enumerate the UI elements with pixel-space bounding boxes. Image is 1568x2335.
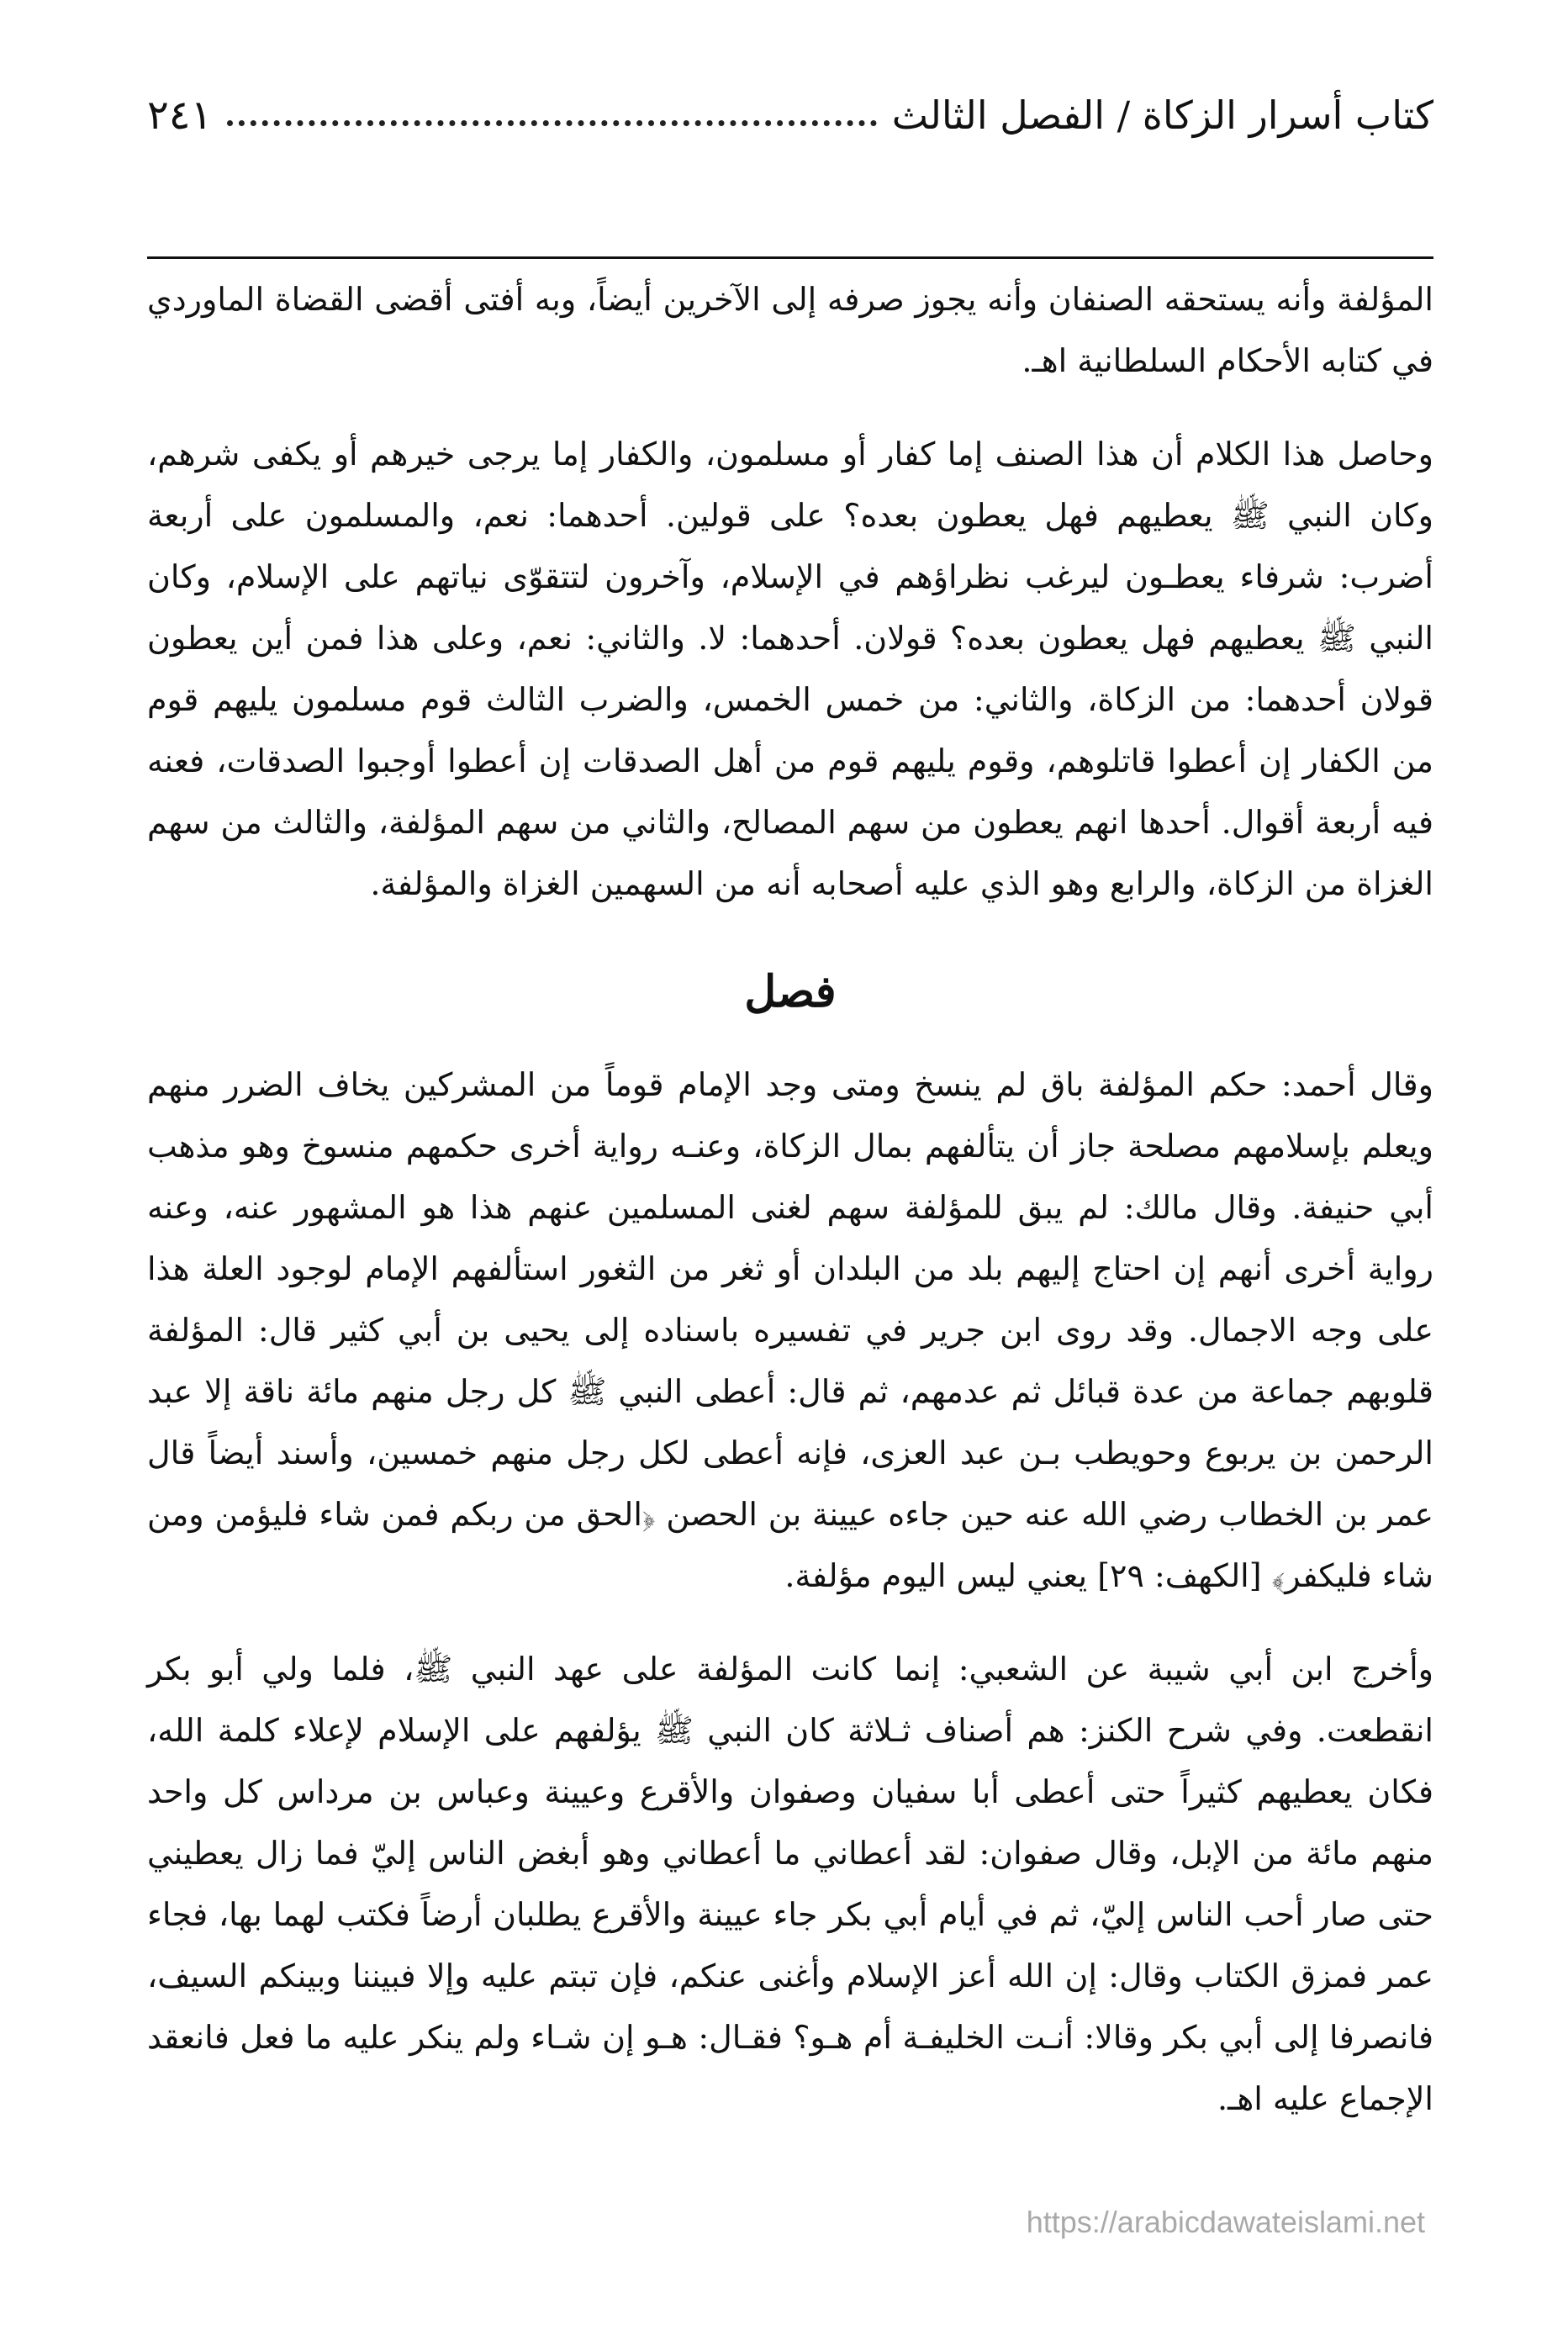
header-dot-leader [227, 120, 876, 126]
page-number: ٢٤١ [147, 92, 213, 139]
section-heading: فصل [744, 966, 837, 1017]
paragraph: المؤلفة وأنه يستحقه الصنفان وأنه يجوز صرفه إلى الآخرين أيضاً، وبه أفتى أقضى القضاة الماوردي في كتابه الأحكام السلطانية اهـ. [147, 281, 1433, 379]
paragraph: وقال أحمد: حكم المؤلفة باق لم ينسخ ومتى وجد الإمام قوماً من المشركين يخاف الضرر منهم ويعلم بإسلامهم مصلحة جاز أن يتألفهم بمال الزكاة، وعنـه رواية أخرى حكمهم منسوخ وهو مذهب أبي حنيفة. وقال مالك: لم يبق للمؤلفة سهم لغنى المسلمين عنهم هذا هو المشهور عنه، وعنه رواية أخرى أنهم إن احتاج إليهم بلد من البلدان أو ثغر من الثغور استألفهم الإمام لوجود العلة هذا على وجه الاجمال. وقد روى ابن جرير في تفسيره باسناده إلى يحيى بن أبي كثير قال: المؤلفة قلوبهم جماعة من عدة قبائل ثم عدمهم، ثم قال: أعطى النبي ﷺ كل رجل منهم مائة ناقة إلا عبد الرحمن بن يربوع وحويطب بـن عبد العزى، فإنه أعطى لكل رجل منهم خمسين، وأسند أيضاً قال عمر بن الخطاب رضي الله عنه حين جاءه عيينة بن الحصن ﴿الحق من ربكم فمن شاء فليؤمن ومن شاء فليكفر﴾ [الكهف: ٢٩] يعني ليس اليوم مؤلفة. [147, 1066, 1433, 1594]
page-body [147, 269, 1433, 2130]
paragraph: وحاصل هذا الكلام أن هذا الصنف إما كفار أو مسلمون، والكفار إما يرجى خيرهم أو يكفى شرهم، وكان النبي ﷺ يعطيهم فهل يعطون بعده؟ على قولين. أحدهما: نعم، والمسلمون على أربعة أضرب: شرفاء يعطـون ليرغب نظراؤهم في الإسلام، وآخرون لتتقوّى نياتهم على الإسلام، وكان النبي ﷺ يعطيهم فهل يعطون بعده؟ قولان. أحدهما: لا. والثاني: نعم، وعلى هذا فمن أين يعطون قولان أحدهما: من الزكاة، والثاني: من خمس الخمس، والضرب الثالث قوم مسلمون يليهم قوم من الكفار إن أعطوا قاتلوهم، وقوم يليهم قوم من أهل الصدقات إن أعطوا أوجبوا الصدقات، فعنه فيه أربعة أقوال. أحدها انهم يعطون من سهم المصالح، والثاني من سهم المؤلفة، والثالث من سهم الغزاة من الزكاة، والرابع وهو الذي عليه أصحابه أنه من السهمين الغزاة والمؤلفة. [147, 436, 1433, 902]
running-title: كتاب أسرار الزكاة / الفصل الثالث [891, 92, 1433, 138]
page-header [147, 77, 1433, 153]
header-divider [147, 256, 1433, 259]
watermark-url: https://arabicdawateislami.net [1026, 2205, 1425, 2239]
paragraph: وأخرج ابن أبي شيبة عن الشعبي: إنما كانت المؤلفة على عهد النبي ﷺ، فلما ولي أبو بكر انقطعت. وفي شرح الكنز: هم أصناف ثـلاثة كان النبي ﷺ يؤلفهم على الإسلام لإعلاء كلمة الله، فكان يعطيهم كثيراً حتى أعطى أبا سفيان وصفوان والأقرع وعيينة وعباس بن مرداس كل واحد منهم مائة من الإبل، وقال صفوان: لقد أعطاني ما أعطاني وهو أبغض الناس إليّ فما زال يعطيني حتى صار أحب الناس إليّ، ثم في أيام أبي بكر جاء عيينة والأقرع يطلبان أرضاً فكتب لهما بها، فجاء عمر فمزق الكتاب وقال: إن الله أعز الإسلام وأغنى عنكم، فإن تبتم عليه وإلا فبيننا وبينكم السيف، فانصرفا إلى أبي بكر وقالا: أنـت الخليفـة أم هـو؟ فقـال: هـو إن شـاء ولم ينكر عليه ما فعل فانعقد الإجماع عليه اهـ. [147, 1651, 1433, 2117]
